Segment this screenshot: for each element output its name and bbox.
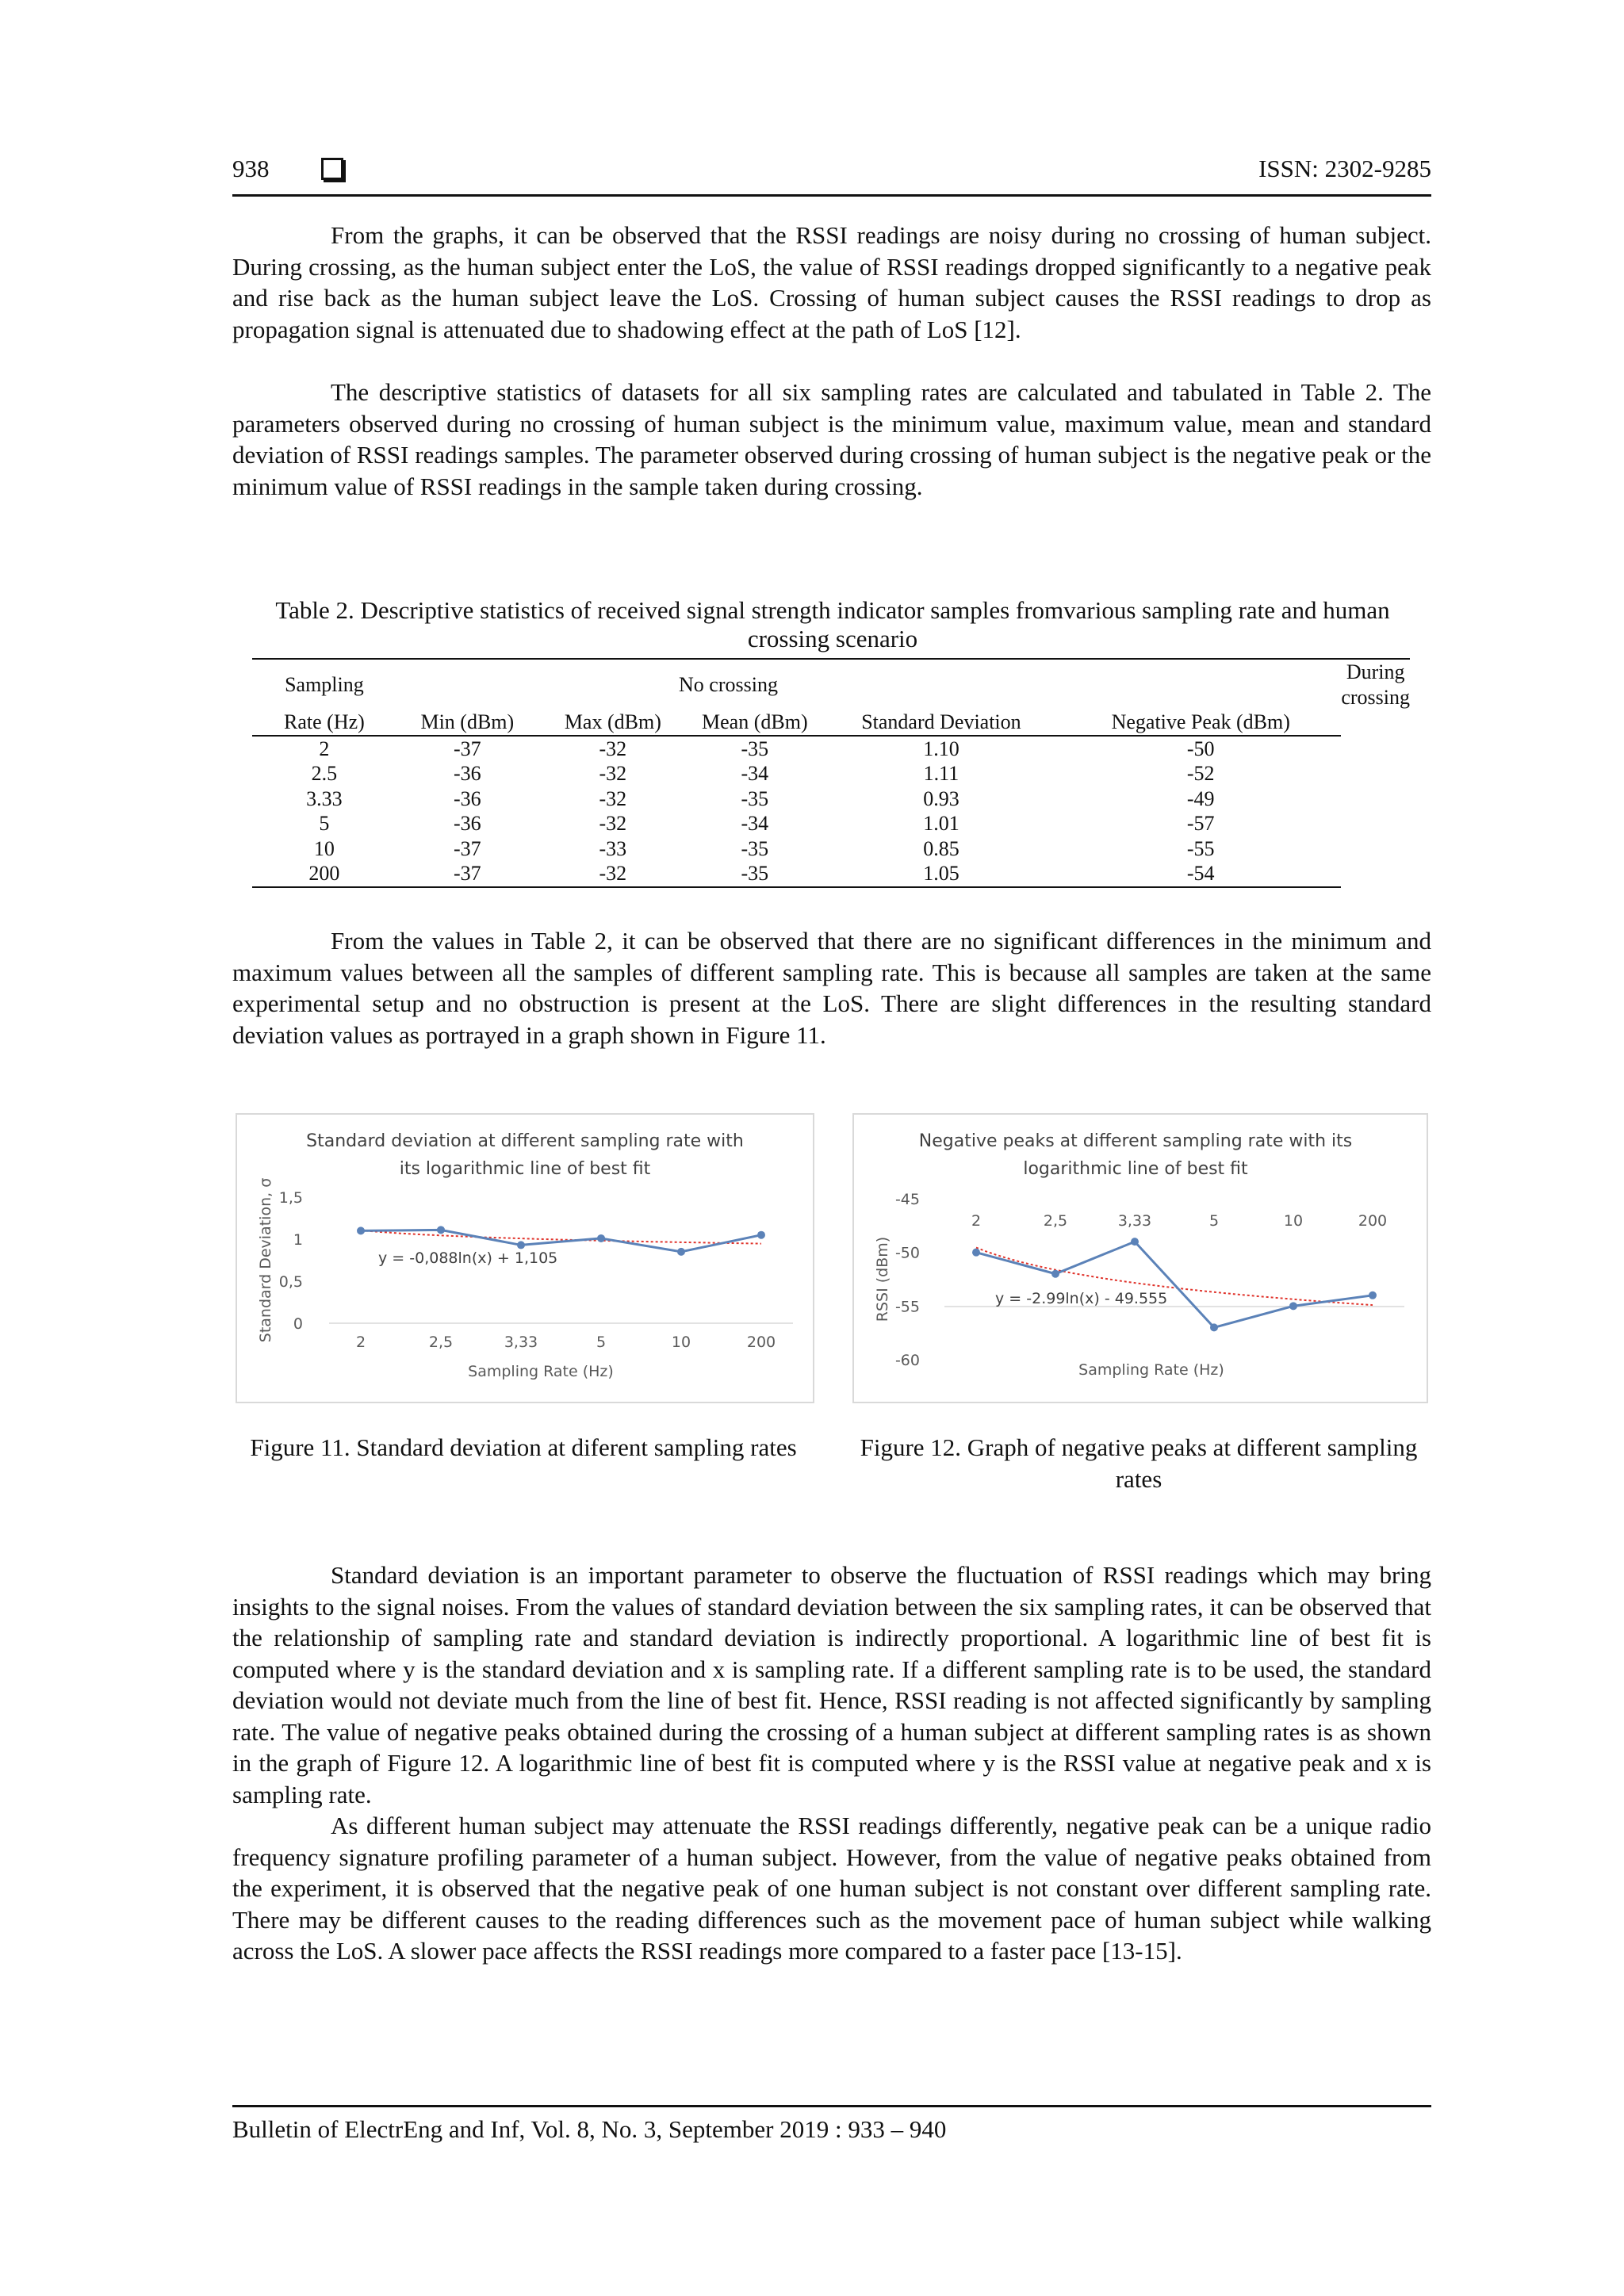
table-cell: -34 [741, 812, 769, 835]
y-tick-label: -55 [894, 1298, 920, 1316]
chart-title: its logarithmic line of best fit [399, 1159, 651, 1179]
table-cell: 5 [319, 812, 330, 835]
x-tick-label: 2,5 [428, 1334, 454, 1351]
trend-equation: y = -0,088ln(x) + 1,105 [378, 1249, 558, 1267]
table-cell: 2.5 [311, 762, 338, 785]
x-tick-label: 10 [671, 1334, 691, 1351]
y-tick-label: -60 [894, 1352, 920, 1369]
series-line [361, 1230, 761, 1252]
y-tick-label: 0 [293, 1315, 303, 1333]
data-point [597, 1234, 605, 1242]
figure-12-caption: Figure 12. Graph of negative peaks at different sampling rates [860, 1433, 1418, 1493]
table-caption: Table 2. Descriptive statistics of received signal strength indicator samples fromvarious sampling rate and human crossing scenario [275, 596, 1390, 652]
y-axis-title: Standard Deviation, σ [257, 1177, 274, 1343]
table-group-header [252, 659, 1410, 710]
group-during-crossing: During crossing [1341, 660, 1411, 709]
x-tick-label: 5 [1208, 1212, 1220, 1230]
table-cell: -54 [1060, 861, 1341, 887]
group-no-crossing: No crossing [396, 659, 1060, 710]
table-row [252, 836, 1410, 862]
table-cell: -36 [453, 786, 481, 810]
table-cell: -50 [1186, 737, 1215, 760]
x-axis-title: Sampling Rate (Hz) [1078, 1361, 1224, 1379]
x-tick-label: 3,33 [504, 1334, 538, 1351]
data-point [1051, 1270, 1059, 1278]
table-cell: -32 [599, 812, 627, 835]
col-sampling-bottom: Rate (Hz) [252, 710, 396, 736]
data-point [1369, 1292, 1377, 1299]
col-std: Standard Deviation [822, 710, 1060, 736]
table-cell: 1.11 [923, 762, 959, 785]
table-cell: -34 [741, 762, 769, 785]
stats-table [252, 658, 1410, 888]
table-row [252, 786, 1410, 812]
issn: ISSN: 2302-9285 [1258, 155, 1431, 182]
table-cell: -49 [1186, 786, 1215, 810]
x-tick-label: 3,33 [1117, 1212, 1152, 1230]
data-point [357, 1226, 365, 1234]
table-cell: 10 [313, 836, 335, 860]
paragraph-negative-peak: As different human subject may attenuate the RSSI readings differently, negative peak can be a unique radio frequency signature profiling parameter of a human subject. However, from the value of negative peaks obtained from the experiment, it is observed that the negative peak of one human subject is not constant over different sampling rate. There may be different causes to the reading differences such as the movement pace of human subject while walking across the LoS. A slower pace affects the RSSI readings more compared to a faster pace [13-15]. [232, 1812, 1431, 1965]
y-axis-title: RSSI (dBm) [874, 1236, 891, 1322]
figure-12-chart [852, 1113, 1428, 1403]
table-cell: -55 [1186, 836, 1215, 860]
col-sampling-top: Sampling [252, 659, 396, 710]
x-tick-label: 2 [971, 1212, 982, 1230]
paragraph-table-values: From the values in Table 2, it can be observed that there are no significant differences in the minimum and maximum values between all the samples of different sampling rate. This is because all samples are taken at the same experimental setup and no obstruction is present at the LoS. There are slight differences in the resulting standard deviation values as portrayed in a graph shown in Figure 11. [232, 927, 1431, 1049]
chart-title: Standard deviation at different sampling rate with [306, 1131, 744, 1151]
chart-title: Negative peaks at different sampling rate with its [918, 1131, 1353, 1151]
data-point [437, 1226, 445, 1234]
x-tick-label: 10 [1283, 1212, 1304, 1230]
trend-equation: y = -2.99ln(x) - 49.555 [995, 1290, 1168, 1307]
col-min: Min (dBm) [396, 710, 538, 736]
table-cell: -37 [396, 861, 538, 887]
x-tick-label: 200 [746, 1334, 776, 1351]
y-tick-label: 1 [293, 1231, 303, 1249]
x-tick-label: 200 [1358, 1212, 1388, 1230]
data-point [1289, 1302, 1297, 1310]
table-row [252, 761, 1410, 786]
table-cell: -35 [688, 861, 822, 887]
table-cell: 1.10 [923, 737, 959, 760]
table-cell: -37 [453, 836, 481, 860]
x-tick-label: 2 [355, 1334, 366, 1351]
x-tick-label: 2,5 [1043, 1212, 1068, 1230]
page-header [232, 155, 1431, 197]
table-cell: -32 [599, 762, 627, 785]
data-point [1131, 1238, 1139, 1246]
figure-11-chart [236, 1113, 814, 1403]
paragraph-graphs: From the graphs, it can be observed that the RSSI readings are noisy during no crossing of human subject. During crossing, as the human subject enter the LoS, the value of RSSI readings dropped significantly to a negative peak and rise back as the human subject leave the LoS. Crossing of human subject causes the RSSI readings to drop as propagation signal is attenuated due to shadowing effect at the path of LoS [12]. [232, 221, 1431, 343]
table-cell: -32 [599, 737, 627, 760]
checkbox-square-icon [321, 158, 343, 180]
col-neg-peak: Negative Peak (dBm) [1060, 710, 1341, 736]
table-cell: -35 [741, 737, 769, 760]
table-row [252, 736, 1410, 762]
table-cell: 200 [252, 861, 396, 887]
std-dev-chart [237, 1115, 813, 1402]
table-cell: -32 [538, 861, 688, 887]
data-point [517, 1241, 525, 1249]
chart-title: logarithmic line of best fit [1023, 1159, 1248, 1179]
data-point [1210, 1323, 1218, 1331]
table-cell: 2 [319, 737, 330, 760]
table-cell: -33 [599, 836, 627, 860]
x-tick-label: 5 [596, 1334, 607, 1351]
table-cell: -36 [453, 812, 481, 835]
data-point [972, 1249, 980, 1257]
table-cell: -32 [599, 786, 627, 810]
x-axis-title: Sampling Rate (Hz) [468, 1363, 614, 1380]
paragraph-standard-deviation: Standard deviation is an important parameter to observe the fluctuation of RSSI readings which may bring insights to the signal noises. From the values of standard deviation between the six sampling rates, it can be observed that the relationship of sampling rate and standard deviation is indirectly proportional. A logarithmic line of best fit is computed where y is the standard deviation and x is sampling rate. If a different sampling rate is to be used, the standard deviation would not deviate much from the line of best fit. Hence, RSSI reading is not affected significantly by sampling rate. The value of negative peaks obtained during the crossing of a human subject at different sampling rates is as shown in the graph of Figure 12. A logarithmic line of best fit is computed where y is the RSSI value at negative peak and x is sampling rate. [232, 1561, 1431, 1808]
negative-peak-chart [854, 1115, 1427, 1402]
y-tick-label: 0,5 [278, 1273, 303, 1291]
table-row [252, 811, 1410, 836]
table-column-header [252, 710, 1410, 736]
data-point [677, 1248, 685, 1256]
table-cell: 1.01 [923, 812, 959, 835]
table-cell: 3.33 [306, 786, 343, 810]
page-footer: Bulletin of ElectrEng and Inf, Vol. 8, No. 3, September 2019 : 933 – 940 [232, 2105, 1431, 2144]
table-cell: -37 [453, 737, 481, 760]
y-tick-label: 1,5 [278, 1189, 303, 1207]
table-cell: -36 [453, 762, 481, 785]
table-cell: -35 [741, 836, 769, 860]
series-line [976, 1242, 1373, 1327]
table-cell: 1.05 [822, 861, 1060, 887]
table-cell: -35 [741, 786, 769, 810]
col-max: Max (dBm) [538, 710, 688, 736]
figure-11-caption: Figure 11. Standard deviation at diferent sampling rates [250, 1433, 797, 1461]
paragraph-descriptive-stats: The descriptive statistics of datasets for all six sampling rates are calculated and tabulated in Table 2. The parameters observed during no crossing of human subject is the minimum value, maximum value, mean and standard deviation of RSSI readings samples. The parameter observed during crossing of human subject is the negative peak or the minimum value of RSSI readings in the sample taken during crossing. [232, 378, 1431, 500]
table-row [252, 861, 1410, 887]
table-cell: 0.85 [923, 836, 959, 860]
table-cell: -52 [1186, 762, 1215, 785]
y-tick-label: -45 [894, 1191, 920, 1208]
y-tick-label: -50 [894, 1244, 920, 1262]
col-mean: Mean (dBm) [688, 710, 822, 736]
page-number: 938 [232, 155, 270, 182]
table-cell: -57 [1186, 812, 1215, 835]
table-cell: 0.93 [923, 786, 959, 810]
data-point [757, 1231, 765, 1239]
